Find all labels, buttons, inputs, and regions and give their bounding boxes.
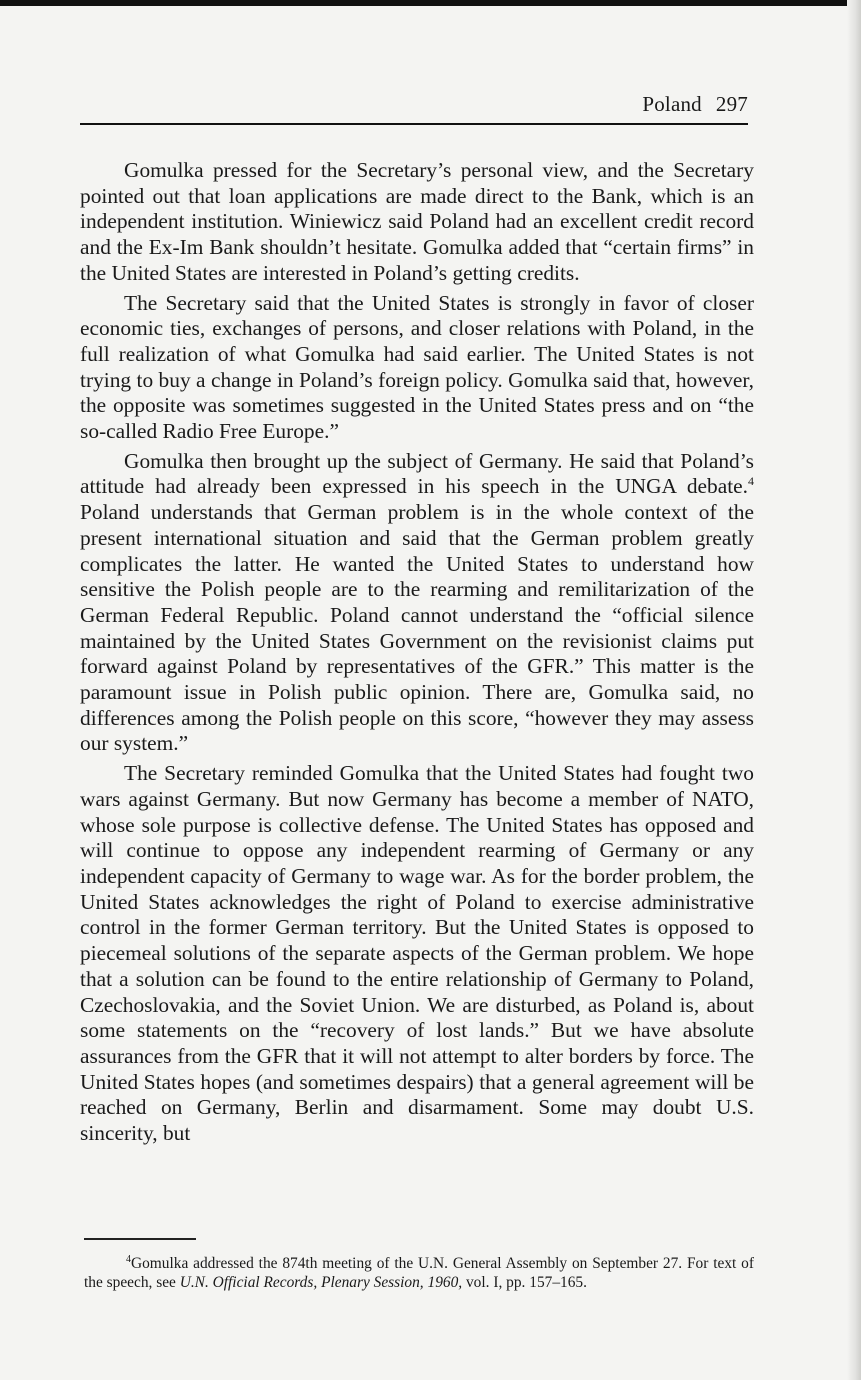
paragraph-3 xyxy=(80,449,754,757)
scan-top-border xyxy=(0,0,861,6)
page-number: 297 xyxy=(715,92,748,116)
paragraph-4: The Secretary reminded Gomulka that the United States had fought two wars against Germany. But now Germany has become a member of NATO, whose sole purpose is collective defense. The United States has opposed and will continue to oppose any independent rearming of Germany or any independent capacity of Germany to wage war. As for the border problem, the United States acknowledges the right of Poland to exercise administrative control in the former German territory. But the United States is opposed to piecemeal solutions of the separate aspects of the German problem. We hope that a solution can be found to the entire relationship of Germany to Poland, Czechoslovakia, and the Soviet Union. We are disturbed, as Poland is, about some statements on the “recovery of lost lands.” But we have absolute assurances from the GFR that it will not attempt to alter borders by force. The United States hopes (and sometimes despairs) that a general agreement will be reached on Germany, Berlin and disarmament. Some may doubt U.S. sincerity, but xyxy=(80,761,754,1146)
footnote xyxy=(84,1254,754,1292)
paragraph-3-after: Poland understands that German problem is in the whole context of the present international situation and said that the German problem greatly complicates the latter. He wanted the United States to understand how sensitive the Polish people are to the rearming and remilitarization of the German Federal Republic. Poland cannot understand the “official silence maintained by the United States Government on the revisionist claims put forward against Poland by representatives of the GFR.” This matter is the paramount issue in Polish public opinion. There are, Gomulka said, no differences among the Polish people on this score, “however they may assess our system.” xyxy=(80,500,754,756)
footnote-text-before: Gomulka addressed the 874th meeting of the U.N. General Assembly on September 27. For text of the speech, see xyxy=(84,1255,754,1291)
header-rule xyxy=(80,123,748,125)
paragraph-2: The Secretary said that the United States is strongly in favor of closer economic ties, exchanges of persons, and closer relations with Poland, in the full realization of what Gomulka had said earlier. The United States is not trying to buy a change in Poland’s foreign policy. Gomulka said that, however, the opposite was sometimes suggested in the United States press and on “the so-called Radio Free Europe.” xyxy=(80,290,754,444)
header-text xyxy=(642,92,748,117)
running-header xyxy=(80,92,748,122)
body-text xyxy=(80,158,754,1147)
scan-page-edge xyxy=(847,0,861,1380)
footnote-text-after: vol. I, pp. 157–165. xyxy=(462,1274,587,1291)
footnote-rule xyxy=(84,1238,196,1240)
header-section: Poland xyxy=(642,92,702,116)
footnote-marker: 4 xyxy=(126,1254,131,1265)
paragraph-3-before: Gomulka then brought up the subject of Germany. He said that Poland’s attitude had already been expressed in his speech in the UNGA debate. xyxy=(80,448,754,499)
paragraph-1: Gomulka pressed for the Secretary’s personal view, and the Secretary pointed out that loan applications are made direct to the Bank, which is an independent institution. Winiewicz said Poland had an excellent credit record and the Ex-Im Bank shouldn’t hesitate. Gomulka added that “certain firms” in the United States are interested in Poland’s getting credits. xyxy=(80,158,754,285)
footnote-reference[interactable]: 4 xyxy=(748,474,754,489)
footnote-citation: U.N. Official Records, Plenary Session, 1960, xyxy=(179,1274,463,1291)
